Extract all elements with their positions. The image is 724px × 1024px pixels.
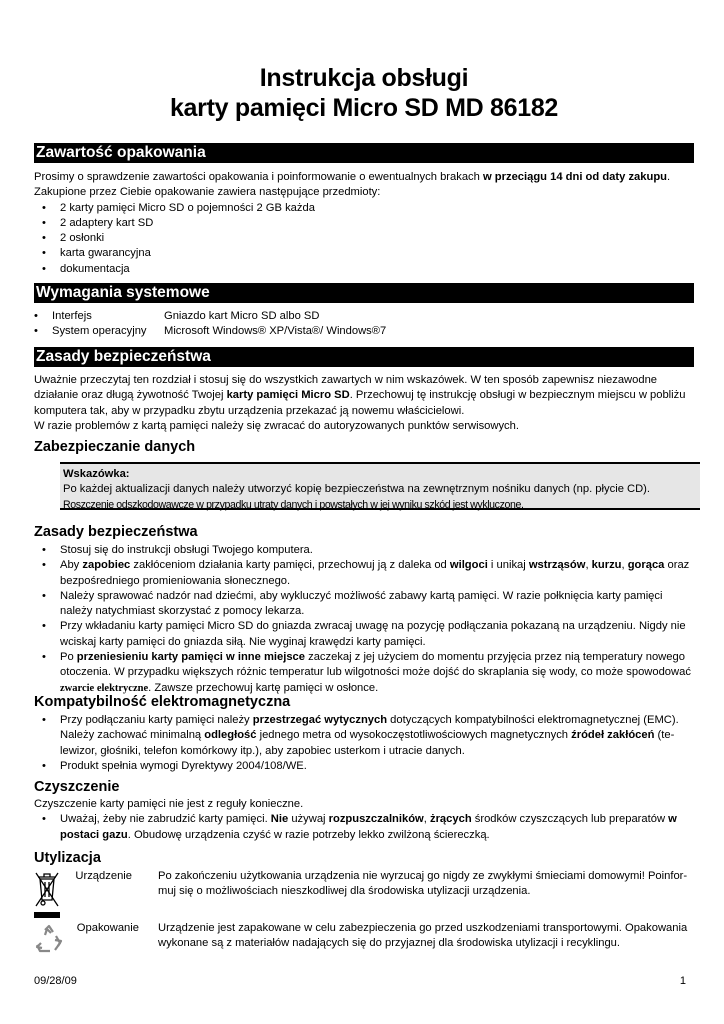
- disposal-text-line: Urządzenie jest zapakowane w celu zabezpieczenia go przed uszkodzeniami transportowymi. Opakowania: [158, 922, 688, 934]
- contents-intro-text: Prosimy o sprawdzenie zawartości opakowania i poinformowanie o ewentualnych brakach: [34, 171, 483, 183]
- list-item: • dokumentacja: [34, 262, 694, 277]
- cleaning-text: środków czyszczących lub preparatów: [471, 813, 669, 826]
- cleaning-text: Uważaj, żeby nie zabrudzić karty pamięci.: [60, 813, 271, 826]
- subheading-disposal: Utylizacja: [34, 850, 101, 866]
- safety-intro: [34, 373, 694, 434]
- section-bar-safety: Zasady bezpieczeństwa: [34, 347, 694, 367]
- emc-text: Przy podłączaniu karty pamięci należy: [60, 714, 253, 726]
- emc-text: lewizor, głośniki, telefon komórkowy itp.), aby zapobiec usterkom i utracie danych.: [60, 744, 465, 757]
- list-item: [34, 589, 694, 620]
- emc-text: (te-: [654, 729, 675, 742]
- cleaning-section: [34, 797, 694, 843]
- rule-emphasis: kurzu: [591, 559, 622, 572]
- section-bar-contents: Zawartość opakowania: [34, 143, 694, 163]
- rule-text: bezpośredniego promieniowania słonecznego.: [60, 574, 291, 587]
- list-item: [34, 650, 694, 696]
- rule-text: ,: [621, 559, 628, 572]
- rule-text: należy natychmiast skorzystać z pomocy lekarza.: [60, 605, 305, 618]
- rule-text: Przy wkładaniu karty pamięci Micro SD do gniazda zwracaj uwagę na pozycję podłączania pokazaną na urządzeniu. Nigdy nie: [60, 620, 686, 633]
- rule-text: Należy sprawować nadzór nad dziećmi, aby wykluczyć możliwość zabawy kartą pamięci. W razie połknięcia karty pamięci: [60, 589, 663, 602]
- disposal-package-text: [158, 921, 688, 952]
- disposal-device-text: [158, 869, 688, 900]
- rule-text: zaczekaj z jej użyciem do momentu przyjęcia przez nią temperatury nowego: [305, 651, 685, 664]
- requirement-row: [34, 324, 694, 339]
- cleaning-emphasis: w: [668, 813, 677, 826]
- cleaning-emphasis: rozpuszczalników: [328, 813, 424, 826]
- safety-text-line: W razie problemów z kartą pamięci należy się zwracać do autoryzowanych punktów serwisowych.: [34, 419, 519, 432]
- list-item: • 2 karty pamięci Micro SD o pojemności 2 GB każda: [34, 201, 694, 216]
- emc-emphasis: źródeł zakłóceń: [571, 729, 655, 742]
- cleaning-list: [34, 812, 694, 843]
- disposal-text-line: wykonane są z materiałów nadających się do przyjaznej dla środowiska utylizacji i recyklingu.: [158, 937, 621, 950]
- contents-section: [34, 170, 694, 277]
- document-page: [34, 0, 694, 1024]
- rule-text: ,: [585, 559, 592, 572]
- subheading-cleaning: Czyszczenie: [34, 779, 120, 795]
- hint-title: Wskazówka:: [63, 468, 130, 480]
- subheading-emc: Kompatybilność elektromagnetyczna: [34, 694, 291, 710]
- list-item: [34, 558, 694, 589]
- footer-date: 09/28/09: [34, 975, 77, 987]
- list-item: • Produkt spełnia wymogi Dyrektywy 2004/108/WE.: [34, 759, 694, 774]
- rule-text: wciskaj karty pamięci do gniazda siłą. Nie wyginaj krawędzi karty pamięci.: [60, 635, 426, 648]
- rule-emphasis: zwarcie elektryczne: [60, 682, 149, 694]
- rule-text: i unikaj: [487, 559, 529, 572]
- rule-emphasis: wstrząsów: [528, 559, 586, 572]
- requirement-label: • Interfejs: [52, 310, 92, 322]
- list-item: [34, 812, 694, 843]
- disposal-text-line: muj się o możliwościach nieszkodliwej dla środowiska utylizacji urządzenia.: [158, 885, 531, 898]
- safety-text-line: Uważnie przeczytaj ten rozdział i stosuj się do wszystkich zawartych w nim wskazówek. W ten sposób zapewnisz niezawodne: [34, 374, 658, 386]
- rule-emphasis: wilgoci: [449, 559, 488, 572]
- safety-text: . Przechowuj tę instrukcję obsługi w bezpiecznym miejscu w pobliżu: [349, 389, 686, 402]
- safety-rules-list: [34, 543, 694, 696]
- disposal-text-line: Po zakończeniu użytkowania urządzenia nie wyrzucaj go nigdy ze zwykłymi śmieciami domowymi! Poinfor-: [158, 870, 688, 882]
- rule-text: Aby: [60, 559, 83, 572]
- document-title-line1: Instrukcja obsługi: [259, 64, 469, 92]
- hint-box: [60, 462, 700, 510]
- requirement-value: Microsoft Windows® XP/Vista®/ Windows®7: [164, 325, 387, 338]
- hint-text: Roszczenie odszkodowawcze w przypadku utraty danych i powstałych w jej wyniku szkód jest wykluczone.: [63, 498, 524, 511]
- safety-text-line: [34, 388, 694, 403]
- list-item: [34, 713, 694, 759]
- rule-text: otoczenia. W przypadku większych różnic temperatur lub wilgotności może dojść do skraplania się wody, co może spowodować: [60, 666, 691, 679]
- hint-text: Po każdej aktualizacji danych należy utworzyć kopię bezpieczeństwa na zewnętrznym nośniku danych (np. płycie CD).: [63, 483, 651, 496]
- list-item: [34, 619, 694, 650]
- contents-list: [34, 201, 694, 277]
- section-bar-requirements: Wymagania systemowe: [34, 283, 694, 303]
- emc-emphasis: odległość: [204, 729, 257, 742]
- emc-text: dotyczących kompatybilności elektromagnetycznej (EMC).: [387, 714, 679, 726]
- cleaning-text: ,: [423, 813, 430, 826]
- contents-intro: [34, 170, 694, 185]
- emc-text: jednego metra od wysokoczęstotliwościowych magnetycznych: [256, 729, 572, 742]
- emc-emphasis: przestrzegać wytycznych: [252, 714, 388, 726]
- cleaning-text: . Obudowę urządzenia czyść w razie potrzeby lekko zwilżoną ściereczką.: [127, 828, 490, 841]
- emc-list: [34, 713, 694, 774]
- disposal-device-label: Urządzenie: [75, 870, 132, 882]
- cleaning-emphasis: Nie: [270, 813, 289, 826]
- rule-emphasis: przeniesieniu karty pamięci w inne miejsce: [76, 651, 305, 664]
- page-number: 1: [679, 975, 686, 987]
- list-item: • 2 osłonki: [34, 231, 694, 246]
- cleaning-text: używaj: [288, 813, 329, 826]
- cleaning-emphasis: żrących: [429, 813, 472, 826]
- subheading-data-protection: Zabezpieczanie danych: [34, 439, 196, 455]
- product-name: karty pamięci Micro SD: [226, 389, 350, 402]
- contents-deadline: w przeciągu 14 dni od daty zakupu: [482, 171, 667, 183]
- subheading-safety-rules: Zasady bezpieczeństwa: [34, 524, 198, 540]
- contents-intro-line2: Zakupione przez Ciebie opakowanie zawiera następujące przedmioty:: [34, 186, 381, 199]
- requirement-value: Gniazdo kart Micro SD albo SD: [164, 310, 320, 322]
- requirement-row: [34, 309, 694, 324]
- contents-intro-end: .: [667, 171, 671, 183]
- rule-emphasis: zapobiec: [82, 559, 131, 572]
- requirement-label: • System operacyjny: [52, 325, 147, 338]
- cleaning-emphasis: postaci gazu: [60, 828, 128, 841]
- emc-text: Należy zachować minimalną: [60, 729, 205, 742]
- rule-emphasis: gorąca: [627, 559, 665, 572]
- rule-text: zakłóceniom działania karty pamięci, przechowuj ją z daleka od: [130, 559, 450, 572]
- rule-text: . Zawsze przechowuj kartę pamięci w osłonce.: [148, 681, 379, 694]
- requirements-section: [34, 309, 694, 340]
- document-title-line2: karty pamięci Micro SD MD 86182: [169, 94, 559, 122]
- list-item: • Stosuj się do instrukcji obsługi Twojego komputera.: [34, 543, 694, 558]
- rule-text: Po: [60, 651, 77, 664]
- cleaning-text: Czyszczenie karty pamięci nie jest z reguły konieczne.: [34, 798, 304, 810]
- list-item: • karta gwarancyjna: [34, 246, 694, 261]
- rule-text: oraz: [664, 559, 690, 572]
- disposal-package-label: Opakowanie: [76, 922, 139, 934]
- list-item: • 2 adaptery kart SD: [34, 216, 694, 231]
- safety-text: działanie oraz długą żywotność Twojej: [34, 389, 227, 402]
- safety-text-line: komputera tak, aby w przypadku zbytu urządzenia przekazać ją nowemu właścicielowi.: [34, 404, 465, 417]
